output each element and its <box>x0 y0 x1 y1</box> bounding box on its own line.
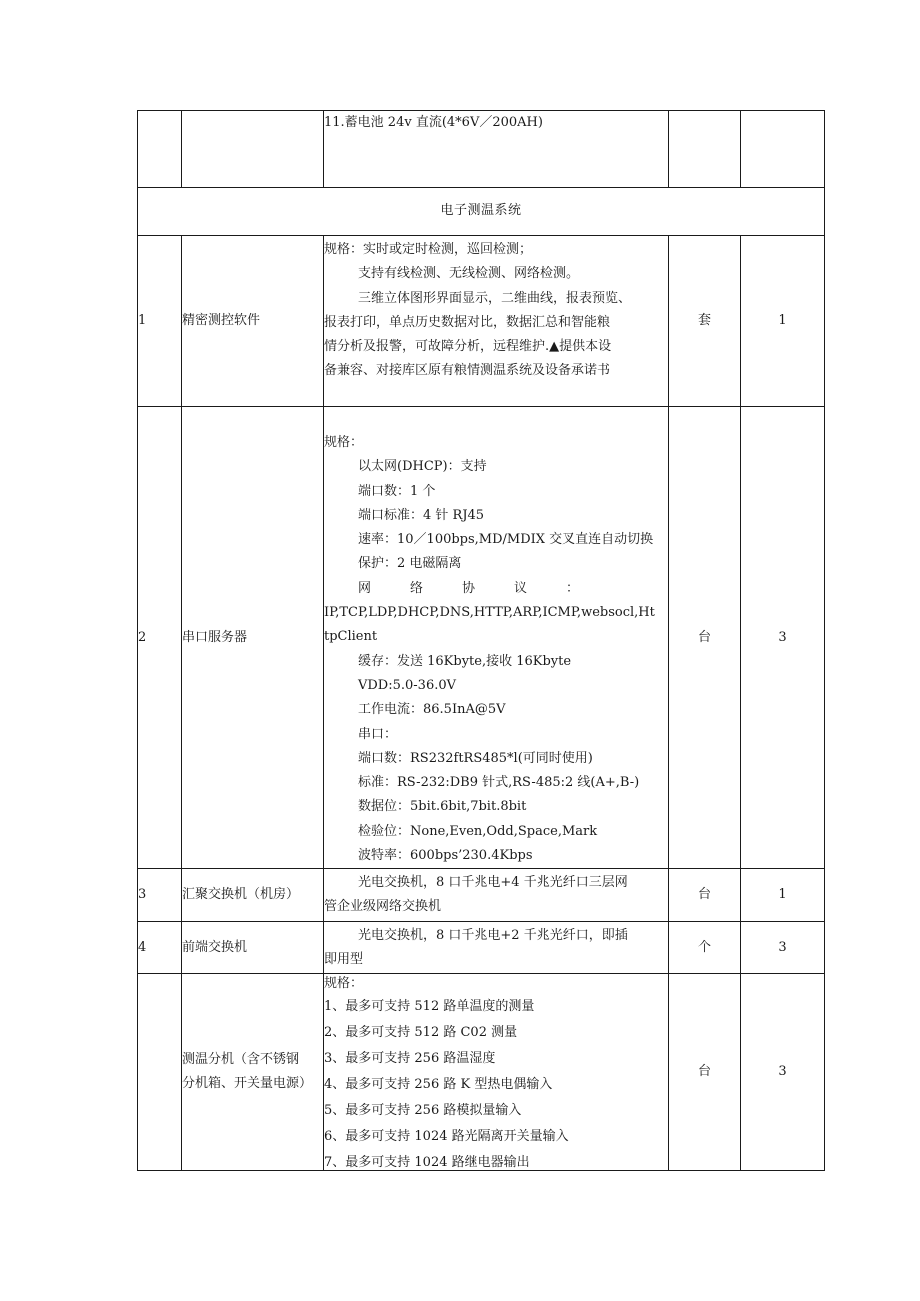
unit-cell: 台 <box>669 407 741 869</box>
spec-line: 标准：RS-232:DB9 针式,RS-485:2 线(A+,B-) <box>358 775 640 791</box>
spec-line: tpClient <box>324 629 378 645</box>
spec-line: IP,TCP,LDP,DHCP,DNS,HTTP,ARP,ICMP,websocl,Ht <box>324 605 655 621</box>
spec-line: 备兼容、对接库区原有粮情测温系统及设备承诺书 <box>324 363 611 379</box>
spec-cell <box>324 974 669 1171</box>
spec-line: 11.蓄电池 24v 直流(4*6V／200AH) <box>324 115 543 130</box>
item-name: 前端交换机 <box>182 922 324 974</box>
num-cell <box>138 111 182 188</box>
row-number <box>138 974 182 1171</box>
spec-cell <box>324 869 669 922</box>
unit-cell: 台 <box>669 869 741 922</box>
item-name: 串口服务器 <box>182 407 324 869</box>
spec-line: 串口： <box>358 726 398 742</box>
spec-line: 波特率：600bps’230.4Kbps <box>358 848 533 864</box>
spec-cell <box>324 922 669 974</box>
spec-line: 规格： <box>324 435 364 450</box>
spec-line: 工作电流：86.5InA@5V <box>358 702 506 718</box>
qty-cell: 3 <box>741 407 825 869</box>
row-number: 3 <box>138 869 182 922</box>
spec-line: 端口数：RS232ftRS485*l(可同时使用) <box>358 750 593 766</box>
spec-line: 7、最多可支持 1024 路继电器输出 <box>324 1155 530 1170</box>
item-name <box>182 974 324 1171</box>
qty-cell: 3 <box>741 974 825 1171</box>
unit-cell: 个 <box>669 922 741 974</box>
spec-line: 网 络 协 议 ： <box>358 580 580 596</box>
spec-line: 3、最多可支持 256 路温湿度 <box>324 1051 496 1067</box>
spec-line: 4、最多可支持 256 路 K 型热电偶输入 <box>324 1077 553 1093</box>
qty-cell: 3 <box>741 922 825 974</box>
spec-line: 5、最多可支持 256 路模拟量输入 <box>324 1103 522 1119</box>
unit-cell: 台 <box>669 974 741 1171</box>
spec-line: 光电交换机，8 口千兆电+2 千兆光纤口，即插 <box>358 927 628 943</box>
spec-line: 情分析及报警，可故障分析，远程维护.▲提供本设 <box>324 339 612 355</box>
spec-line: 规格： <box>324 976 364 992</box>
spec-cell <box>324 236 669 407</box>
spec-line: 6、最多可支持 1024 路光隔离开关量输入 <box>324 1129 569 1145</box>
spec-line: VDD:5.0-36.0V <box>358 677 457 693</box>
spec-line: 速率：10／100bps,MD/MDIX 交叉直连自动切换 <box>358 532 654 548</box>
row-number: 4 <box>138 922 182 974</box>
spec-line: 规格：实时或定时检测，巡回检测； <box>324 242 533 257</box>
item-name-line: 测温分机（含不锈钢 <box>182 1052 300 1068</box>
spec-cell <box>324 111 669 188</box>
row-number: 2 <box>138 407 182 869</box>
spec-cell <box>324 407 669 869</box>
table-row <box>138 869 825 922</box>
item-name: 精密测控软件 <box>182 236 324 407</box>
spec-line: 数据位：5bit.6bit,7bit.8bit <box>358 799 527 815</box>
table-row <box>138 236 825 407</box>
spec-line: 端口标准：4 针 RJ45 <box>358 507 485 523</box>
table-row <box>138 407 825 869</box>
spec-line: 即用型 <box>324 951 364 967</box>
section-title: 电子测温系统 <box>138 188 825 236</box>
item-name: 汇聚交换机（机房） <box>182 869 324 922</box>
qty-cell <box>741 111 825 188</box>
spec-line: 报表打印，单点历史数据对比，数据汇总和智能粮 <box>324 314 611 330</box>
section-header-row <box>138 188 825 236</box>
qty-cell: 1 <box>741 869 825 922</box>
spec-line: 管企业级网络交换机 <box>324 899 442 915</box>
unit-cell: 套 <box>669 236 741 407</box>
spec-line: 保护：2 电磁隔离 <box>358 556 462 572</box>
equipment-spec-table <box>137 110 825 1171</box>
spec-line: 支持有线检测、无线检测、网络检测。 <box>358 266 580 282</box>
spec-line: 端口数：1 个 <box>358 483 436 499</box>
spec-clip <box>324 974 668 1169</box>
item-name-line: 分机箱、开关量电源） <box>182 1076 313 1092</box>
spec-line: 2、最多可支持 512 路 C02 测量 <box>324 1025 518 1041</box>
spec-line: 1、最多可支持 512 路单温度的测量 <box>324 999 535 1015</box>
name-cell <box>182 111 324 188</box>
spec-line: 光电交换机，8 口千兆电+4 千兆光纤口三层网 <box>358 875 628 891</box>
spec-line: 以太网(DHCP)：支持 <box>358 459 487 475</box>
table-row <box>138 974 825 1171</box>
spec-line: 检验位：None,Even,Odd,Space,Mark <box>358 823 598 839</box>
table-row <box>138 922 825 974</box>
spec-line: 缓存：发送 16Kbyte,接收 16Kbyte <box>358 653 572 669</box>
row-number: 1 <box>138 236 182 407</box>
unit-cell <box>669 111 741 188</box>
table-row <box>138 111 825 188</box>
spec-line: 三维立体图形界面显示，二维曲线，报表预览、 <box>358 290 632 306</box>
qty-cell: 1 <box>741 236 825 407</box>
